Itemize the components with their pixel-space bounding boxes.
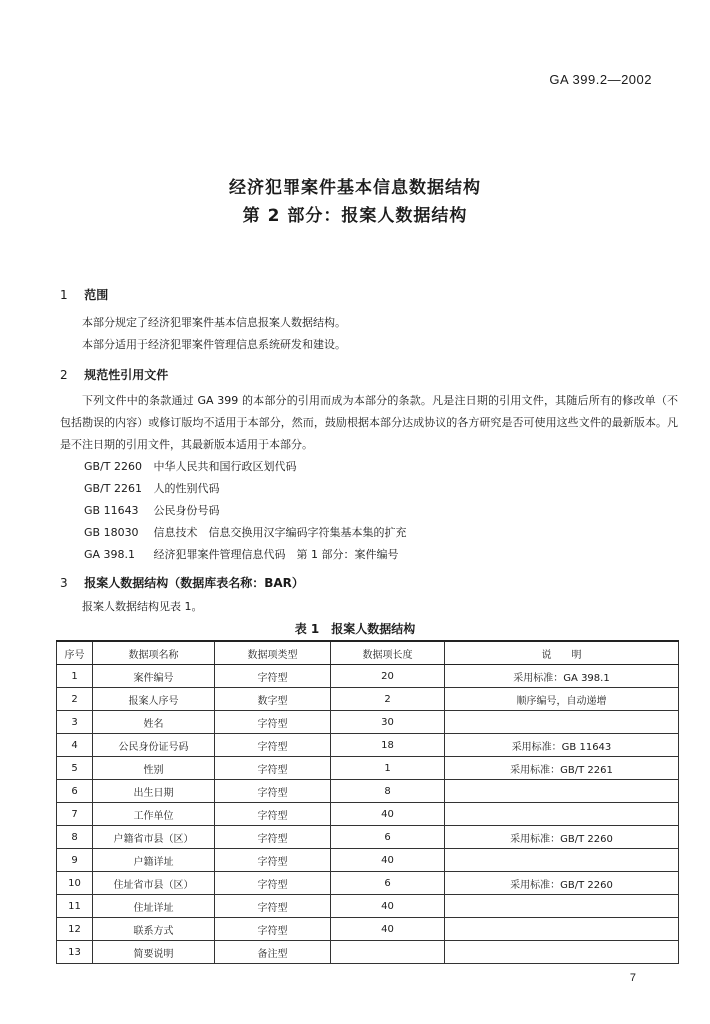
section-3-paragraph: 报案人数据结构见表 1。	[82, 600, 203, 613]
cell-no: 9	[57, 849, 93, 872]
cell-length: 40	[331, 849, 445, 872]
table-row	[57, 734, 679, 757]
cell-note: 采用标准：GB 11643	[445, 734, 679, 757]
cell-note	[445, 711, 679, 734]
header-item-name: 数据项名称	[93, 641, 215, 665]
cell-no: 4	[57, 734, 93, 757]
cell-name: 报案人序号	[93, 688, 215, 711]
cell-length: 6	[331, 826, 445, 849]
section-2-title: 规范性引用文件	[84, 368, 169, 382]
cell-type: 字符型	[215, 734, 331, 757]
cell-note: 采用标准：GB/T 2260	[445, 872, 679, 895]
cell-name: 户籍省市县（区）	[93, 826, 215, 849]
table-row	[57, 711, 679, 734]
data-structure-table	[56, 640, 679, 964]
cell-length: 2	[331, 688, 445, 711]
cell-name: 住址详址	[93, 895, 215, 918]
table-header-row	[57, 641, 679, 665]
reference-code: GB/T 2261	[84, 482, 142, 495]
cell-type: 字符型	[215, 803, 331, 826]
cell-type: 字符型	[215, 826, 331, 849]
reference-code: GA 398.1	[84, 548, 136, 561]
cell-length: 1	[331, 757, 445, 780]
cell-type: 字符型	[215, 895, 331, 918]
page-number: 7	[629, 972, 636, 984]
cell-name: 出生日期	[93, 780, 215, 803]
section-1-heading	[60, 286, 108, 303]
header-seq: 序号	[57, 641, 93, 665]
reference-item	[84, 524, 407, 540]
cell-type: 字符型	[215, 780, 331, 803]
cell-note: 采用标准：GB/T 2261	[445, 757, 679, 780]
cell-name: 性别	[93, 757, 215, 780]
table-row	[57, 665, 679, 688]
header-item-length: 数据项长度	[331, 641, 445, 665]
cell-name: 住址省市县（区）	[93, 872, 215, 895]
cell-no: 11	[57, 895, 93, 918]
section-2-paragraph: 下列文件中的条款通过 GA 399 的本部分的引用而成为本部分的条款。凡是注日期的引用文件，其随后所有的修改单（不包括勘误的内容）或修订版均不适用于本部分，然而，鼓励根据本部分达成协议的各方研究是否可使用这些文件的最新版本。凡是不注日期的引用文件，其最新版本适用于本部分。	[60, 394, 678, 451]
section-2-number: 2	[60, 368, 68, 382]
cell-length: 18	[331, 734, 445, 757]
document-subtitle: 第 2 部分：报案人数据结构	[242, 206, 468, 226]
cell-no: 2	[57, 688, 93, 711]
document-title: 经济犯罪案件基本信息数据结构	[229, 178, 481, 198]
cell-name: 工作单位	[93, 803, 215, 826]
reference-title: 经济犯罪案件管理信息代码 第 1 部分：案件编号	[153, 548, 399, 561]
table-row	[57, 849, 679, 872]
table-row	[57, 688, 679, 711]
cell-name: 公民身份证号码	[93, 734, 215, 757]
section-1-title: 范围	[84, 288, 109, 302]
reference-code: GB/T 2260	[84, 460, 142, 473]
reference-item	[84, 480, 220, 496]
cell-name: 联系方式	[93, 918, 215, 941]
cell-length: 40	[331, 895, 445, 918]
table-row	[57, 803, 679, 826]
section-3-heading	[60, 574, 304, 591]
cell-note	[445, 918, 679, 941]
cell-length: 20	[331, 665, 445, 688]
cell-length: 30	[331, 711, 445, 734]
table-row	[57, 941, 679, 964]
reference-item	[84, 502, 220, 518]
cell-type: 数字型	[215, 688, 331, 711]
cell-note	[445, 780, 679, 803]
table-caption: 表 1 报案人数据结构	[294, 622, 416, 636]
cell-length: 40	[331, 918, 445, 941]
section-2-heading	[60, 366, 168, 383]
reference-code: GB 18030	[84, 526, 139, 539]
cell-no: 3	[57, 711, 93, 734]
reference-title: 公民身份号码	[153, 504, 220, 517]
cell-no: 8	[57, 826, 93, 849]
table-row	[57, 780, 679, 803]
cell-length	[331, 941, 445, 964]
cell-note	[445, 803, 679, 826]
header-item-type: 数据项类型	[215, 641, 331, 665]
reference-item	[84, 458, 297, 474]
section-1-number: 1	[60, 288, 68, 302]
cell-note: 顺序编号，自动递增	[445, 688, 679, 711]
cell-note	[445, 849, 679, 872]
cell-no: 5	[57, 757, 93, 780]
cell-no: 12	[57, 918, 93, 941]
cell-name: 案件编号	[93, 665, 215, 688]
cell-no: 1	[57, 665, 93, 688]
section-1-line-1: 本部分规定了经济犯罪案件基本信息报案人数据结构。	[82, 316, 346, 329]
cell-no: 13	[57, 941, 93, 964]
cell-length: 8	[331, 780, 445, 803]
cell-type: 字符型	[215, 872, 331, 895]
cell-name: 简要说明	[93, 941, 215, 964]
table-row	[57, 872, 679, 895]
reference-code: GB 11643	[84, 504, 139, 517]
section-3-title: 报案人数据结构（数据库表名称：BAR）	[84, 576, 304, 590]
cell-no: 6	[57, 780, 93, 803]
table-row	[57, 918, 679, 941]
table-row	[57, 826, 679, 849]
cell-type: 字符型	[215, 849, 331, 872]
reference-title: 信息技术 信息交换用汉字编码字符集基本集的扩充	[153, 526, 407, 539]
cell-note: 采用标准：GA 398.1	[445, 665, 679, 688]
cell-length: 6	[331, 872, 445, 895]
reference-title: 中华人民共和国行政区划代码	[153, 460, 297, 473]
cell-note	[445, 895, 679, 918]
cell-note	[445, 941, 679, 964]
cell-no: 7	[57, 803, 93, 826]
table-row	[57, 757, 679, 780]
table-row	[57, 895, 679, 918]
cell-name: 姓名	[93, 711, 215, 734]
reference-title: 人的性别代码	[153, 482, 220, 495]
standard-code: GA 399.2—2002	[549, 72, 652, 87]
cell-type: 字符型	[215, 665, 331, 688]
cell-length: 40	[331, 803, 445, 826]
cell-type: 字符型	[215, 757, 331, 780]
cell-type: 备注型	[215, 941, 331, 964]
cell-no: 10	[57, 872, 93, 895]
section-3-number: 3	[60, 576, 68, 590]
cell-note: 采用标准：GB/T 2260	[445, 826, 679, 849]
cell-type: 字符型	[215, 711, 331, 734]
section-1-line-2: 本部分适用于经济犯罪案件管理信息系统研发和建设。	[82, 338, 346, 351]
cell-name: 户籍详址	[93, 849, 215, 872]
reference-item	[84, 546, 399, 562]
cell-type: 字符型	[215, 918, 331, 941]
header-note: 说 明	[445, 641, 679, 665]
